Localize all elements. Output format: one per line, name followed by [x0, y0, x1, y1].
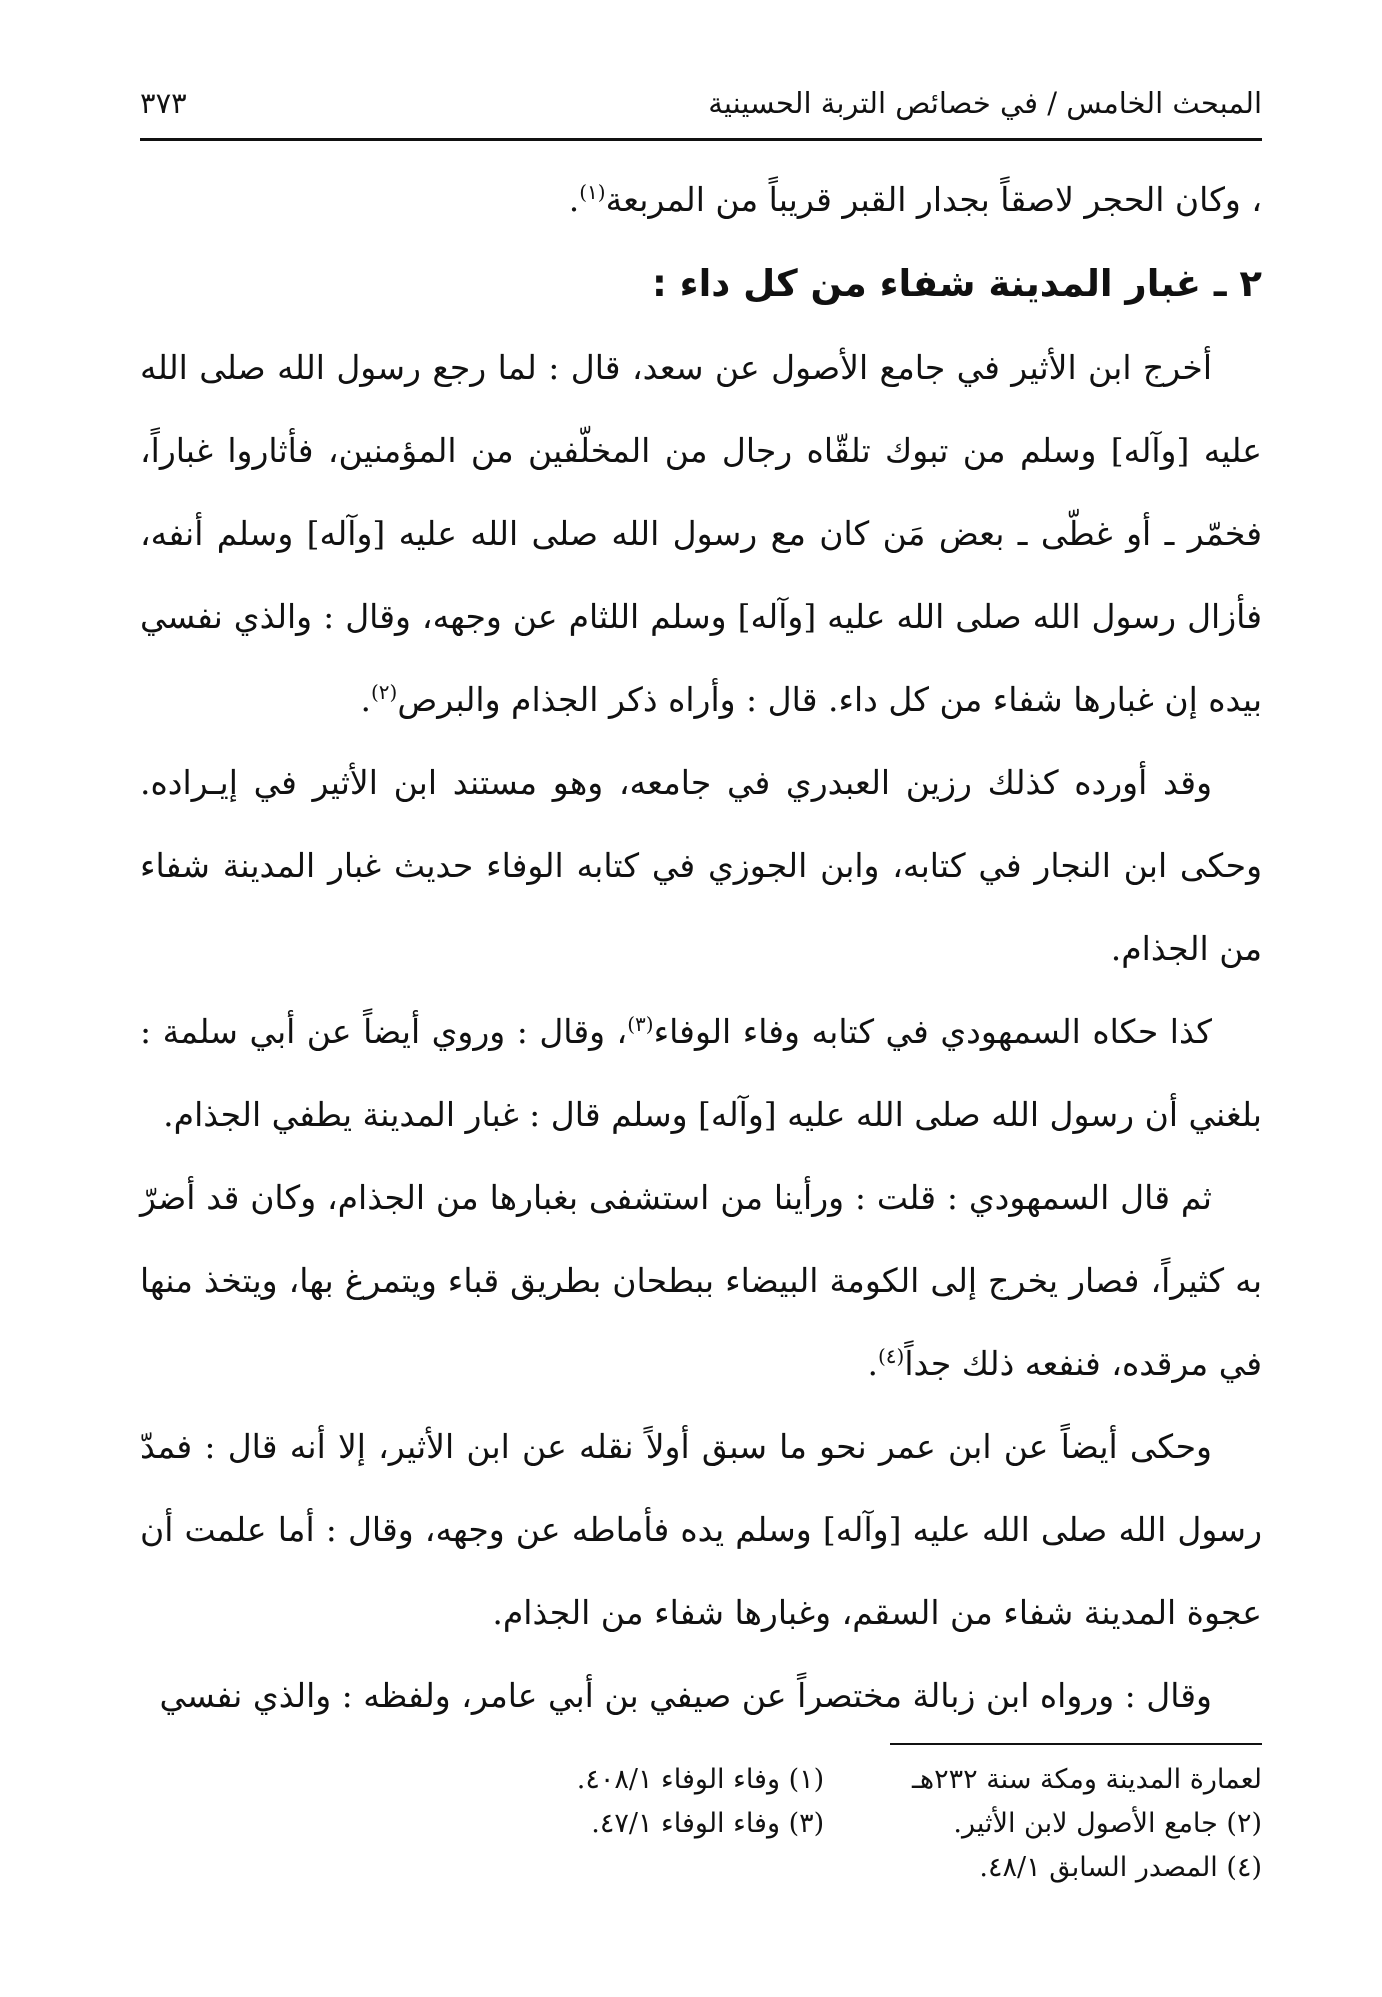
- footnote-rule: [890, 1743, 1262, 1745]
- page-number: ٣٧٣: [140, 86, 187, 120]
- footnote-3: (٣) وفاء الوفاء ٤٧/١.: [591, 1808, 825, 1839]
- body-text: [140, 158, 1262, 1737]
- footnote-2: (٢) جامع الأصول لابن الأثير.: [953, 1808, 1262, 1839]
- footnote-row: [420, 1846, 1262, 1890]
- paragraph: وقال : ورواه ابن زبالة مختصراً عن صيفي بن أبي عامر، ولفظه : والذي نفسي: [159, 1676, 1212, 1715]
- running-header: [140, 78, 1262, 128]
- paragraph: وحكى أيضاً عن ابن عمر نحو ما سبق أولاً نقله عن ابن الأثير، إلا أنه قال : فمدّ رسول الله صلى الله عليه [وآله] وسلم يده فأماطه عن وجهه، وقال : أما علمت أن عجوة المدينة شفاء من السقم، وغبارها شفاء من الجذام.: [140, 1427, 1262, 1632]
- footnote-continuation: لعمارة المدينة ومكة سنة ٢٣٢هـ: [911, 1764, 1262, 1795]
- footnote-ref-2: (٢): [370, 680, 398, 704]
- footnote-ref-3: (٣): [627, 1012, 654, 1036]
- footnote-4: (٤) المصدر السابق ٤٨/١.: [979, 1852, 1262, 1883]
- footnote-1: (١) وفاء الوفاء ٤٠٨/١.: [576, 1764, 825, 1795]
- footnote-row: [420, 1758, 1262, 1802]
- paragraph-continuation: ، وكان الحجر لاصقاً بجدار القبر قريباً من المربعة$^{(١)}$.: [568, 180, 1262, 219]
- paragraph: كذا حكاه السمهودي في كتابه وفاء الوفاء$^{(٣)}$، وقال : وروي أيضاً عن أبي سلمة : بلغني أن رسول الله صلى الله عليه [وآله] وسلم قال : غبار المدينة يطفي الجذام.: [140, 1012, 1262, 1134]
- running-header-title: المبحث الخامس / في خصائص التربة الحسينية: [708, 86, 1262, 120]
- paragraph: ثم قال السمهودي : قلت : ورأينا من استشفى بغبارها من الجذام، وكان قد أضرّ به كثيراً، فصار يخرج إلى الكومة البيضاء ببطحان بطريق قباء ويتمرغ بها، ويتخذ منها في مرقده، فنفعه ذلك جداً$^{(٤)}$.: [140, 1178, 1262, 1383]
- paragraph: وقد أورده كذلك رزين العبدري في جامعه، وهو مستند ابن الأثير في إيـراده. وحكى ابن النجار في كتابه، وابن الجوزي في كتابه الوفاء حديث غبار المدينة شفاء من الجذام.: [140, 763, 1262, 968]
- footnotes: [420, 1758, 1262, 1890]
- footnote-ref-1: (١): [579, 180, 606, 204]
- section-heading: ٢ ـ غبار المدينة شفاء من كل داء :: [651, 262, 1262, 305]
- header-rule: [140, 138, 1262, 141]
- footnote-row: [420, 1802, 1262, 1846]
- paragraph: أخرج ابن الأثير في جامع الأصول عن سعد، قال : لما رجع رسول الله صلى الله عليه [وآله] وسلم من تبوك تلقّاه رجال من المخلّفين من المؤمنين، فأثاروا غباراً، فخمّر ـ أو غطّى ـ بعض مَن كان مع رسول الله صلى الله عليه [وآله] وسلم أنفه، فأزال رسول الله صلى الله عليه [وآله] وسلم اللثام عن وجهه، وقال : والذي نفسي بيده إن غبارها شفاء من كل داء. قال : وأراه ذكر الجذام والبرص$^{(٢)}$.: [140, 348, 1262, 719]
- footnote-ref-4: (٤): [877, 1344, 905, 1368]
